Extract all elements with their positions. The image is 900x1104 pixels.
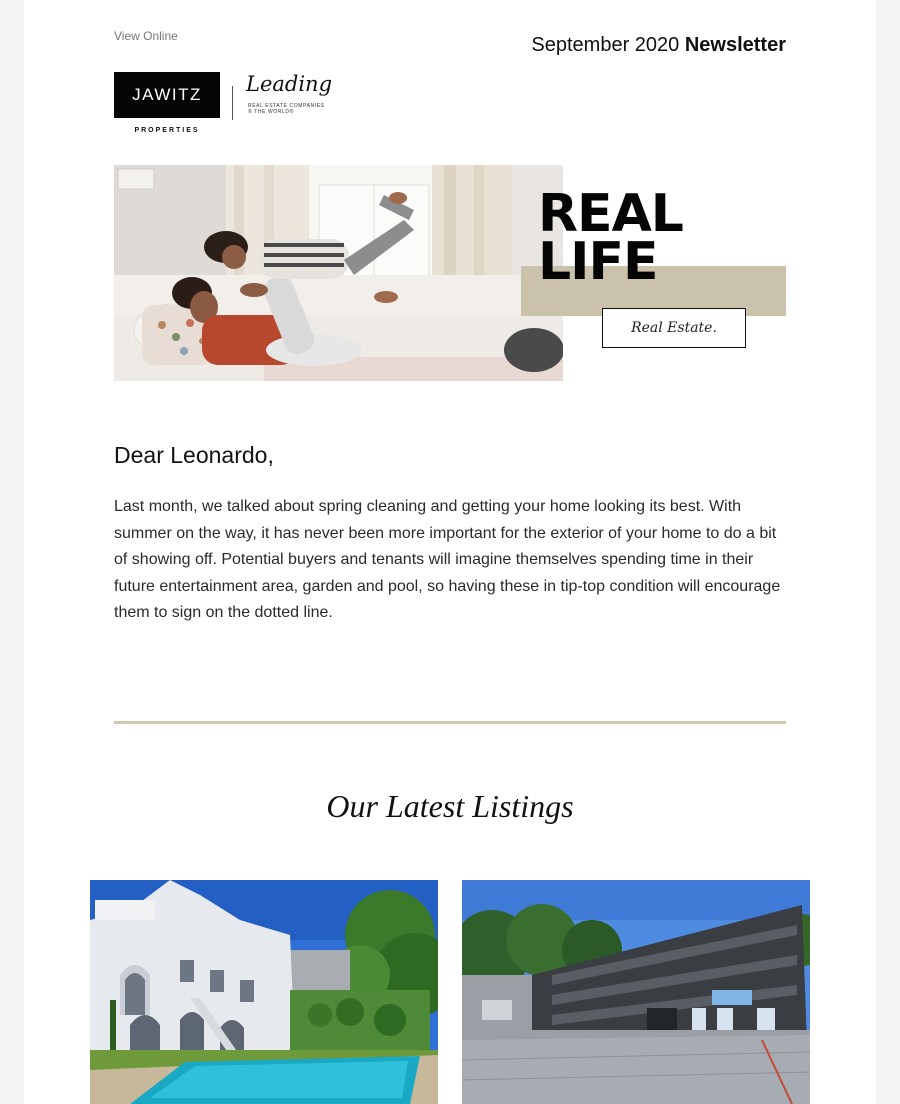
hero-headline-line2: LIFE bbox=[538, 232, 658, 292]
listing-photo-villa bbox=[90, 880, 438, 1104]
listing-photo-apartments bbox=[462, 880, 810, 1104]
logo-divider bbox=[232, 86, 233, 120]
letter-body: Last month, we talked about spring cleaning and getting your home looking its best. With summer on the way, it has never been more important for the exterior of your home to do a bit of showing off. Potential buyers and tenants will imagine themselves spending time in their future entertainment area, garden and pool, so having these in tip-top condition will encourage them to sign on the dotted line. bbox=[114, 498, 781, 621]
jawitz-logo-text: JAWITZ bbox=[132, 85, 202, 104]
hero-headline bbox=[538, 184, 683, 292]
jawitz-logo-subtitle: PROPERTIES bbox=[134, 127, 200, 134]
leading-logo[interactable]: Leading bbox=[246, 72, 333, 96]
issue-label: Newsletter bbox=[684, 34, 786, 56]
letter-greeting: Dear Leonardo, bbox=[114, 442, 274, 468]
issue-date: September 2020 bbox=[531, 34, 680, 56]
listing-card-apartments[interactable] bbox=[462, 880, 810, 1104]
issue-heading bbox=[531, 34, 786, 57]
hero-tagline-box bbox=[602, 308, 746, 348]
hero-tagline: Real Estate. bbox=[631, 320, 717, 336]
hero-headline-line1: REAL bbox=[538, 184, 683, 244]
section-divider bbox=[114, 721, 786, 724]
listing-card-villa[interactable] bbox=[90, 880, 438, 1104]
leading-logo-subtitle: REAL ESTATE COMPANIES ® THE WORLD® bbox=[248, 103, 325, 115]
hero-image[interactable] bbox=[114, 165, 563, 381]
view-online-link[interactable]: View Online bbox=[114, 29, 178, 43]
jawitz-logo[interactable] bbox=[114, 72, 220, 118]
newsletter-page bbox=[24, 0, 876, 1104]
listings-section-title: Our Latest Listings bbox=[326, 788, 574, 824]
hero-photo-illustration bbox=[114, 165, 563, 381]
